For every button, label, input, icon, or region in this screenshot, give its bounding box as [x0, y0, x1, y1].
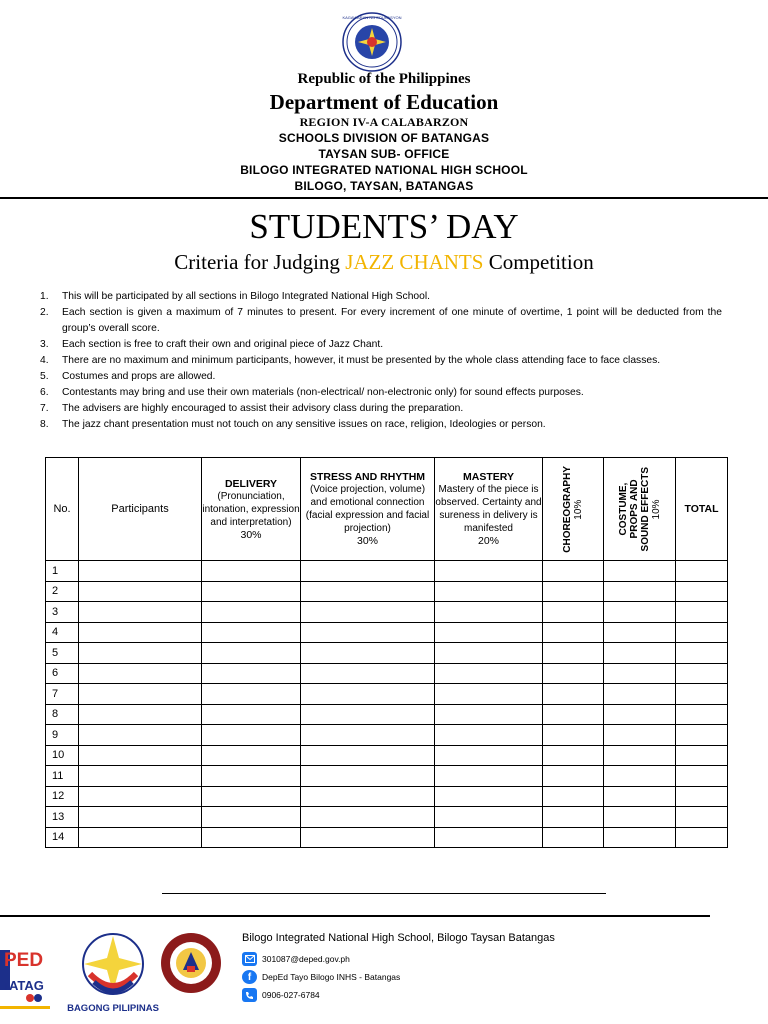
score-cell[interactable] — [79, 704, 202, 725]
score-cell[interactable] — [676, 684, 728, 705]
header-choreography — [543, 458, 604, 561]
score-cell[interactable] — [301, 643, 435, 664]
row-number: 7 — [46, 684, 79, 705]
footer-phone-row — [242, 988, 320, 1002]
score-cell[interactable] — [202, 807, 301, 828]
score-cell[interactable] — [202, 643, 301, 664]
score-cell[interactable] — [604, 602, 676, 623]
table-row — [46, 663, 728, 684]
row-number: 9 — [46, 725, 79, 746]
footer-school-line: Bilogo Integrated National High School, Bilogo Taysan Batangas — [242, 932, 555, 944]
score-cell[interactable] — [435, 725, 543, 746]
score-cell[interactable] — [301, 622, 435, 643]
header-no: No. — [46, 458, 79, 561]
score-cell[interactable] — [79, 807, 202, 828]
choreography-pct: 10% — [573, 499, 584, 520]
score-cell[interactable] — [676, 663, 728, 684]
score-cell[interactable] — [202, 561, 301, 582]
score-cell[interactable] — [301, 581, 435, 602]
score-cell[interactable] — [543, 827, 604, 848]
criteria-table — [45, 457, 728, 848]
score-cell[interactable] — [435, 827, 543, 848]
row-number: 14 — [46, 827, 79, 848]
stress-pct: 30% — [356, 535, 378, 547]
table-row — [46, 622, 728, 643]
score-cell[interactable] — [301, 725, 435, 746]
score-cell[interactable] — [543, 643, 604, 664]
score-cell[interactable] — [202, 827, 301, 848]
table-row — [46, 581, 728, 602]
score-cell[interactable] — [79, 602, 202, 623]
signature-line — [162, 893, 606, 894]
score-cell[interactable] — [79, 663, 202, 684]
score-cell[interactable] — [435, 704, 543, 725]
score-cell[interactable] — [435, 745, 543, 766]
table-row — [46, 684, 728, 705]
score-cell[interactable] — [79, 561, 202, 582]
table-row — [46, 602, 728, 623]
score-cell[interactable] — [79, 581, 202, 602]
score-cell[interactable] — [676, 827, 728, 848]
header-delivery — [202, 458, 301, 561]
row-number: 1 — [46, 561, 79, 582]
score-cell[interactable] — [301, 602, 435, 623]
mastery-pct: 20% — [477, 535, 499, 547]
row-number: 8 — [46, 704, 79, 725]
header-divider — [0, 197, 768, 199]
score-cell[interactable] — [79, 766, 202, 787]
score-cell[interactable] — [202, 725, 301, 746]
score-cell[interactable] — [543, 602, 604, 623]
score-cell[interactable] — [676, 725, 728, 746]
score-cell[interactable] — [435, 807, 543, 828]
row-number: 11 — [46, 766, 79, 787]
score-cell[interactable] — [543, 725, 604, 746]
score-cell[interactable] — [435, 622, 543, 643]
score-cell[interactable] — [301, 827, 435, 848]
score-cell[interactable] — [676, 561, 728, 582]
rule-item — [40, 337, 722, 353]
score-cell[interactable] — [79, 827, 202, 848]
rule-item — [40, 385, 722, 401]
footer-email-row — [242, 952, 350, 966]
score-cell[interactable] — [301, 807, 435, 828]
score-cell[interactable] — [676, 581, 728, 602]
score-cell[interactable] — [543, 745, 604, 766]
phone-icon — [242, 988, 257, 1002]
score-cell[interactable] — [543, 581, 604, 602]
rule-number: 4. — [40, 355, 49, 366]
table-row — [46, 725, 728, 746]
rule-text: Each section is given a maximum of 7 minutes to present. For every increment of one minute of overtime, 1 point will be deducted from the group’s overall score. — [62, 307, 722, 334]
score-cell[interactable] — [202, 745, 301, 766]
score-cell[interactable] — [301, 561, 435, 582]
rule-text: Contestants may bring and use their own materials (non-electrical/ non-electronic only) for sound effects purposes. — [62, 387, 584, 398]
table-row — [46, 766, 728, 787]
score-cell[interactable] — [435, 766, 543, 787]
score-cell[interactable] — [202, 704, 301, 725]
score-cell[interactable] — [543, 704, 604, 725]
mastery-desc: Mastery of the piece is observed. Certainty and sureness in delivery is manifested — [435, 484, 542, 534]
mastery-title: MASTERY — [463, 471, 514, 483]
score-cell[interactable] — [301, 766, 435, 787]
svg-text:PED: PED — [4, 950, 44, 971]
page-title: STUDENTS’ DAY — [249, 207, 519, 246]
rule-item — [40, 289, 722, 305]
rule-number: 3. — [40, 339, 49, 350]
rule-text: The jazz chant presentation must not touch on any sensitive issues on race, religion, Ideologies or person. — [62, 419, 546, 430]
costume-line3: SOUND EFFECTS — [639, 466, 651, 552]
score-cell[interactable] — [79, 745, 202, 766]
score-cell[interactable] — [435, 663, 543, 684]
svg-text:BAGONG PILIPINAS: BAGONG PILIPINAS — [67, 1003, 159, 1014]
score-cell[interactable] — [543, 561, 604, 582]
table-row — [46, 643, 728, 664]
rules-list — [40, 289, 722, 433]
footer-phone[interactable]: 0906-027-6784 — [262, 990, 320, 1000]
score-cell[interactable] — [676, 704, 728, 725]
score-cell[interactable] — [301, 745, 435, 766]
score-cell[interactable] — [543, 766, 604, 787]
table-row — [46, 807, 728, 828]
rule-number: 5. — [40, 371, 49, 382]
score-cell[interactable] — [676, 766, 728, 787]
deped-matatag-logo — [0, 932, 66, 1014]
header-sub-office: TAYSAN SUB- OFFICE — [318, 147, 450, 161]
score-cell[interactable] — [604, 725, 676, 746]
table-row — [46, 561, 728, 582]
score-cell[interactable] — [202, 684, 301, 705]
score-cell[interactable] — [604, 745, 676, 766]
table-row — [46, 745, 728, 766]
row-number: 5 — [46, 643, 79, 664]
score-cell[interactable] — [202, 663, 301, 684]
score-cell[interactable] — [79, 622, 202, 643]
rule-text: The advisers are highly encouraged to assist their advisory class during the preparation. — [62, 403, 464, 414]
table-header-row — [46, 458, 728, 561]
score-cell[interactable] — [676, 786, 728, 807]
rule-item — [40, 401, 722, 417]
score-cell[interactable] — [604, 561, 676, 582]
score-cell[interactable] — [676, 807, 728, 828]
header-school: BILOGO INTEGRATED NATIONAL HIGH SCHOOL — [240, 163, 528, 177]
score-cell[interactable] — [604, 704, 676, 725]
delivery-title: DELIVERY — [224, 477, 278, 490]
rule-item — [40, 369, 722, 385]
score-cell[interactable] — [676, 622, 728, 643]
score-cell[interactable] — [202, 602, 301, 623]
header-costume — [604, 458, 676, 561]
subtitle-suffix: Competition — [483, 250, 594, 274]
svg-text:TATAG: TATAG — [2, 978, 44, 993]
rule-number: 1. — [40, 291, 49, 302]
header-participants: Participants — [79, 458, 202, 561]
score-cell[interactable] — [79, 786, 202, 807]
score-cell[interactable] — [435, 561, 543, 582]
score-cell[interactable] — [301, 663, 435, 684]
score-cell[interactable] — [435, 643, 543, 664]
stress-title: STRESS AND RHYTHM — [309, 471, 426, 483]
rule-item — [40, 353, 722, 369]
page-subtitle — [0, 250, 768, 275]
score-cell[interactable] — [435, 602, 543, 623]
table-row — [46, 827, 728, 848]
score-cell[interactable] — [604, 807, 676, 828]
facebook-icon: f — [242, 970, 257, 984]
score-cell[interactable] — [79, 725, 202, 746]
deped-seal-icon — [342, 12, 402, 72]
score-cell[interactable] — [435, 684, 543, 705]
row-number: 12 — [46, 786, 79, 807]
delivery-desc: (Pronunciation, intonation, expression and interpretation) — [202, 490, 300, 528]
subtitle-prefix: Criteria for Judging — [174, 250, 346, 274]
rule-item — [40, 417, 722, 433]
score-cell[interactable] — [676, 602, 728, 623]
costume-line1: COSTUME, — [617, 482, 629, 536]
header-total: TOTAL — [676, 458, 728, 561]
rule-item — [40, 305, 722, 337]
row-number: 6 — [46, 663, 79, 684]
header-address: BILOGO, TAYSAN, BATANGAS — [294, 179, 474, 193]
score-cell[interactable] — [676, 643, 728, 664]
score-cell[interactable] — [543, 786, 604, 807]
header-mastery — [435, 458, 543, 561]
score-cell[interactable] — [202, 622, 301, 643]
costume-pct: 10% — [650, 498, 662, 519]
footer-divider — [0, 915, 710, 917]
school-seal-icon — [160, 932, 222, 994]
score-cell[interactable] — [79, 684, 202, 705]
score-cell[interactable] — [202, 766, 301, 787]
score-cell[interactable] — [202, 786, 301, 807]
score-cell[interactable] — [543, 622, 604, 643]
row-number: 2 — [46, 581, 79, 602]
score-cell[interactable] — [435, 786, 543, 807]
rule-text: There are no maximum and minimum participants, however, it must be presented by the whole class attending face to face classes. — [62, 355, 661, 366]
table-row — [46, 786, 728, 807]
rule-number: 7. — [40, 403, 49, 414]
score-cell[interactable] — [301, 786, 435, 807]
score-cell[interactable] — [604, 622, 676, 643]
header-department: Department of Education — [269, 90, 499, 114]
header-republic: Republic of the Philippines — [297, 71, 471, 87]
footer-facebook-row — [242, 970, 400, 984]
row-number: 10 — [46, 745, 79, 766]
score-cell[interactable] — [301, 684, 435, 705]
rule-number: 2. — [40, 307, 49, 318]
score-cell[interactable] — [604, 684, 676, 705]
score-cell[interactable] — [604, 786, 676, 807]
score-cell[interactable] — [604, 766, 676, 787]
score-cell[interactable] — [435, 581, 543, 602]
rule-number: 8. — [40, 419, 49, 430]
score-cell[interactable] — [301, 704, 435, 725]
stress-desc: (Voice projection, volume) and emotional connection (facial expression and facial projection) — [305, 484, 430, 534]
table-row — [46, 704, 728, 725]
score-cell[interactable] — [543, 663, 604, 684]
delivery-pct: 30% — [240, 528, 262, 541]
footer-facebook[interactable]: DepEd Tayo Bilogo INHS - Batangas — [262, 972, 401, 982]
rule-number: 6. — [40, 387, 49, 398]
svg-text:KAGAWARAN NG EDUKASYON: KAGAWARAN NG EDUKASYON — [342, 15, 402, 20]
choreography-title: CHOREOGRAPHY — [562, 465, 573, 553]
mail-icon — [242, 952, 257, 966]
rule-text: This will be participated by all sections in Bilogo Integrated National High School. — [62, 291, 431, 302]
bagong-pilipinas-logo — [67, 928, 159, 1014]
score-cell[interactable] — [202, 581, 301, 602]
score-cell[interactable] — [604, 663, 676, 684]
header-stress-rhythm — [301, 458, 435, 561]
row-number: 4 — [46, 622, 79, 643]
score-cell[interactable] — [79, 643, 202, 664]
rule-text: Costumes and props are allowed. — [62, 371, 216, 382]
footer-email[interactable]: 301087@deped.gov.ph — [262, 954, 350, 964]
score-cell[interactable] — [604, 643, 676, 664]
score-cell[interactable] — [543, 807, 604, 828]
subtitle-highlight: JAZZ CHANTS — [345, 250, 484, 274]
header-region: REGION IV-A CALABARZON — [299, 115, 469, 129]
row-number: 13 — [46, 807, 79, 828]
row-number: 3 — [46, 602, 79, 623]
score-cell[interactable] — [543, 684, 604, 705]
header-division: SCHOOLS DIVISION OF BATANGAS — [278, 131, 490, 145]
rule-text: Each section is free to craft their own and original piece of Jazz Chant. — [62, 339, 384, 350]
score-cell[interactable] — [604, 581, 676, 602]
costume-line2: PROPS AND — [628, 479, 640, 539]
score-cell[interactable] — [676, 745, 728, 766]
score-cell[interactable] — [604, 827, 676, 848]
